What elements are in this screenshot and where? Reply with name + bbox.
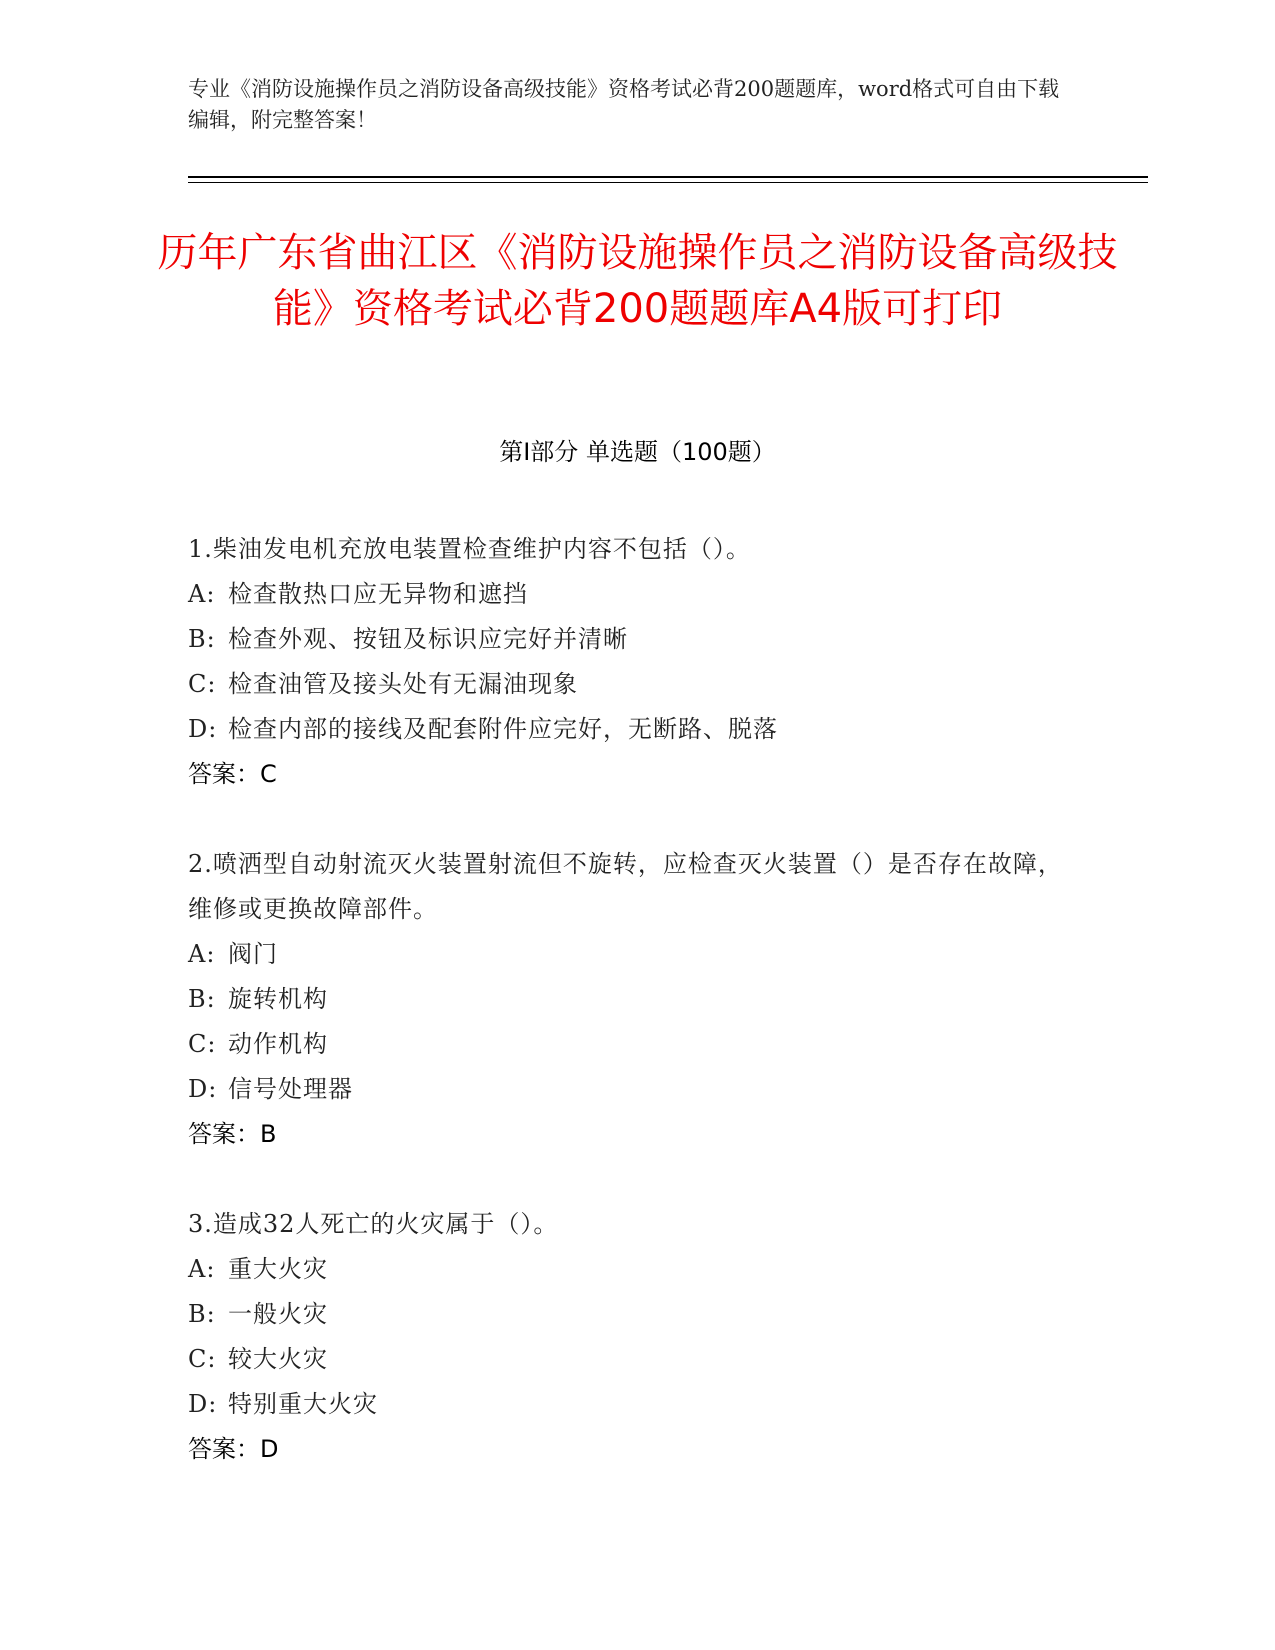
option-c <box>188 1022 1068 1067</box>
option-b <box>188 1292 1068 1337</box>
option-letter: D: <box>188 1075 218 1103</box>
option-letter: B: <box>188 985 216 1013</box>
option-a <box>188 572 1068 617</box>
answer-line: 答案：D <box>188 1435 279 1463</box>
option-letter: C: <box>188 1345 217 1373</box>
option-d <box>188 1067 1068 1112</box>
question-1 <box>188 527 1068 797</box>
section-title: 第I部分 单选题（100题） <box>499 438 776 466</box>
option-b <box>188 977 1068 1022</box>
option-letter: D: <box>188 1390 218 1418</box>
option-letter: D: <box>188 715 218 743</box>
option-text: 阀门 <box>228 940 278 968</box>
answer-line: 答案：B <box>188 1120 277 1148</box>
question-text: 3.造成32人死亡的火灾属于（）。 <box>188 1210 559 1238</box>
option-letter: C: <box>188 670 217 698</box>
option-text: 重大火灾 <box>228 1255 328 1283</box>
option-text: 检查外观、按钮及标识应完好并清晰 <box>228 625 628 653</box>
question-text: 1.柴油发电机充放电装置检查维护内容不包括（）。 <box>188 535 751 563</box>
option-b <box>188 617 1068 662</box>
option-text: 较大火灾 <box>228 1345 328 1373</box>
option-text: 检查油管及接头处有无漏油现象 <box>228 670 578 698</box>
question-3 <box>188 1202 1068 1472</box>
question-text: 2.喷洒型自动射流灭火装置射流但不旋转，应检查灭火装置（）是否存在故障，维修或更换故障部件。 <box>188 850 1063 923</box>
question-list <box>188 527 1068 1517</box>
option-letter: C: <box>188 1030 217 1058</box>
option-text: 一般火灾 <box>228 1300 328 1328</box>
option-letter: A: <box>188 940 216 968</box>
answer-line: 答案：C <box>188 760 277 788</box>
option-c <box>188 662 1068 707</box>
option-text: 旋转机构 <box>228 985 328 1013</box>
option-text: 信号处理器 <box>228 1075 353 1103</box>
header-divider-thin <box>188 182 1148 183</box>
header-divider-thick <box>188 176 1148 178</box>
option-a <box>188 932 1068 977</box>
option-letter: B: <box>188 625 216 653</box>
option-letter: B: <box>188 1300 216 1328</box>
option-text: 动作机构 <box>228 1030 328 1058</box>
option-letter: A: <box>188 580 216 608</box>
option-letter: A: <box>188 1255 216 1283</box>
option-d <box>188 707 1068 752</box>
document-title: 历年广东省曲江区《消防设施操作员之消防设备高级技能》资格考试必背200题题库A4版可打印 <box>157 230 1118 332</box>
option-text: 检查散热口应无异物和遮挡 <box>228 580 528 608</box>
question-2 <box>188 842 1068 1157</box>
option-text: 检查内部的接线及配套附件应完好，无断路、脱落 <box>228 715 778 743</box>
option-d <box>188 1382 1068 1427</box>
option-text: 特别重大火灾 <box>228 1390 378 1418</box>
option-a <box>188 1247 1068 1292</box>
option-c <box>188 1337 1068 1382</box>
header-note: 专业《消防设施操作员之消防设备高级技能》资格考试必背200题题库，word格式可自由下载编辑，附完整答案！ <box>188 77 1060 132</box>
